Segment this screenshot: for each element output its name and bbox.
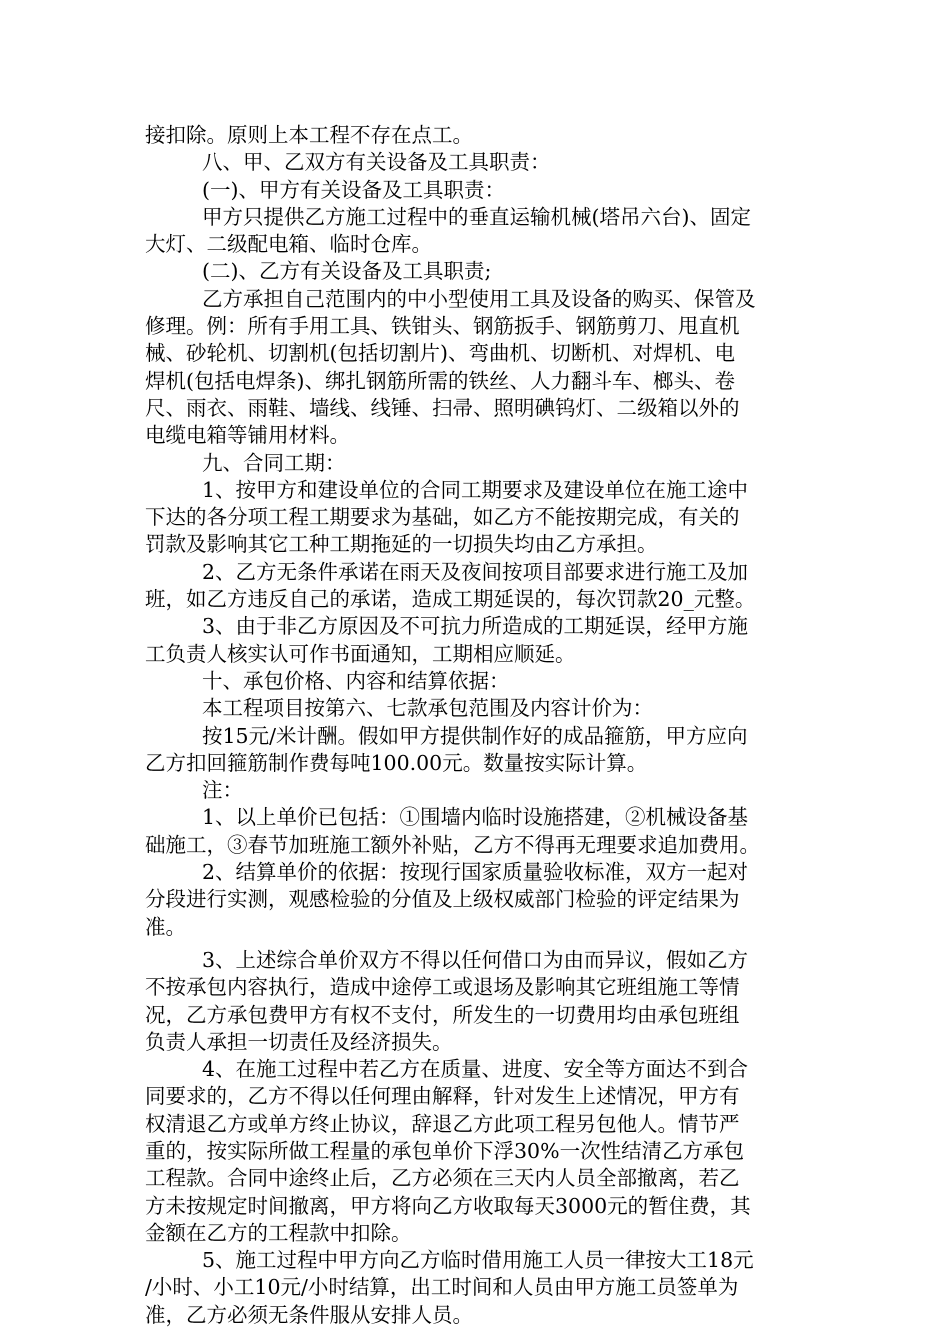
paragraph-line: 准，乙方必须无条件服从安排人员。	[145, 1302, 473, 1327]
paragraph-line: 权清退乙方或单方终止协议，辞退乙方此项工程另包他人。情节严	[145, 1111, 740, 1136]
paragraph-line: /小时、小工10元/小时结算，出工时间和人员由甲方施工员签单为	[145, 1275, 739, 1300]
paragraph-line: 按15元/米计酬。假如甲方提供制作好的成品箍筋，甲方应向	[202, 723, 748, 748]
paragraph-line: 方未按规定时间撤离，甲方将向乙方收取每天3000元的暂住费，其	[145, 1193, 751, 1218]
paragraph-line: 1、按甲方和建设单位的合同工期要求及建设单位在施工途中	[202, 477, 749, 502]
paragraph-line: 工负责人核实认可作书面通知，工期相应顺延。	[145, 641, 576, 666]
subsection-heading: (一)、甲方有关设备及工具职责：	[202, 177, 505, 202]
section-heading: 九、合同工期：	[202, 450, 346, 475]
paragraph-line: 下达的各分项工程工期要求为基础，如乙方不能按期完成，有关的	[145, 505, 740, 530]
paragraph-line: 4、在施工过程中若乙方在质量、进度、安全等方面达不到合	[202, 1057, 749, 1082]
paragraph-line: 分段进行实测，观感检验的分值及上级权威部门检验的评定结果为	[145, 887, 740, 912]
paragraph-line: 大灯、二级配电箱、临时仓库。	[145, 232, 432, 257]
document-body	[145, 122, 809, 1329]
paragraph-line: 2、结算单价的依据：按现行国家质量验收标准，双方一起对	[202, 860, 749, 885]
paragraph-line: 负责人承担一切责任及经济损失。	[145, 1029, 453, 1054]
paragraph-line: 乙方承担自己范围内的中小型使用工具及设备的购买、保管及	[202, 286, 756, 311]
paragraph-line: 尺、雨衣、雨鞋、墙线、线锤、扫帚、照明碘钨灯、二级箱以外的	[145, 395, 740, 420]
text-line: 接扣除。原则上本工程不存在点工。	[145, 123, 473, 147]
paragraph-line: 班，如乙方违反自己的承诺，造成工期延误的，每次罚款20_元整。	[145, 587, 756, 612]
paragraph-line: 修理。例：所有手用工具、铁钳头、钢筋扳手、钢筋剪刀、甩直机	[145, 314, 740, 339]
paragraph-line: 罚款及影响其它工种工期拖延的一切损失均由乙方承担。	[145, 532, 658, 557]
paragraph-line: 同要求的，乙方不得以任何理由解释，针对发生上述情况，甲方有	[145, 1084, 740, 1109]
section-heading: 八、甲、乙双方有关设备及工具职责：	[202, 150, 551, 175]
paragraph-line: 2、乙方无条件承诺在雨天及夜间按项目部要求进行施工及加	[202, 559, 749, 584]
paragraph-line: 焊机(包括电焊条)、绑扎钢筋所需的铁丝、人力翻斗车、榔头、卷	[145, 368, 735, 393]
note-heading: 注：	[202, 778, 243, 803]
paragraph-line: 3、由于非乙方原因及不可抗力所造成的工期延误，经甲方施	[202, 614, 749, 639]
paragraph-line: 3、上述综合单价双方不得以任何借口为由而异议，假如乙方	[202, 947, 749, 972]
paragraph-line: 本工程项目按第六、七款承包范围及内容计价为：	[202, 696, 653, 721]
paragraph-line: 重的，按实际所做工程量的承包单价下浮30%一次性结清乙方承包	[145, 1138, 745, 1163]
subsection-heading: (二)、乙方有关设备及工具职责;	[202, 259, 492, 284]
paragraph-line: 电缆电箱等铺用材料。	[145, 423, 350, 448]
paragraph-line: 金额在乙方的工程款中扣除。	[145, 1220, 412, 1245]
paragraph-line: 乙方扣回箍筋制作费每吨100.00元。数量按实际计算。	[145, 750, 648, 775]
paragraph-line: 础施工，③春节加班施工额外补贴，乙方不得再无理要求追加费用。	[145, 832, 760, 857]
section-heading: 十、承包价格、内容和结算依据：	[202, 668, 510, 693]
paragraph-line: 准。	[145, 914, 186, 939]
paragraph-line: 甲方只提供乙方施工过程中的垂直运输机械(塔吊六台)、固定	[202, 204, 751, 229]
paragraph-line: 1、以上单价已包括：①围墙内临时设施搭建，②机械设备基	[202, 805, 749, 830]
paragraph-line: 不按承包内容执行，造成中途停工或退场及影响其它班组施工等情	[145, 975, 740, 1000]
paragraph-line: 械、砂轮机、切割机(包括切割片)、弯曲机、切断机、对焊机、电	[145, 341, 735, 366]
paragraph-line: 工程款。合同中途终止后，乙方必须在三天内人员全部撤离，若乙	[145, 1166, 740, 1191]
paragraph-line: 况，乙方承包费甲方有权不支付，所发生的一切费用均由承包班组	[145, 1002, 740, 1027]
paragraph-line: 5、施工过程中甲方向乙方临时借用施工人员一律按大工18元	[202, 1248, 754, 1273]
